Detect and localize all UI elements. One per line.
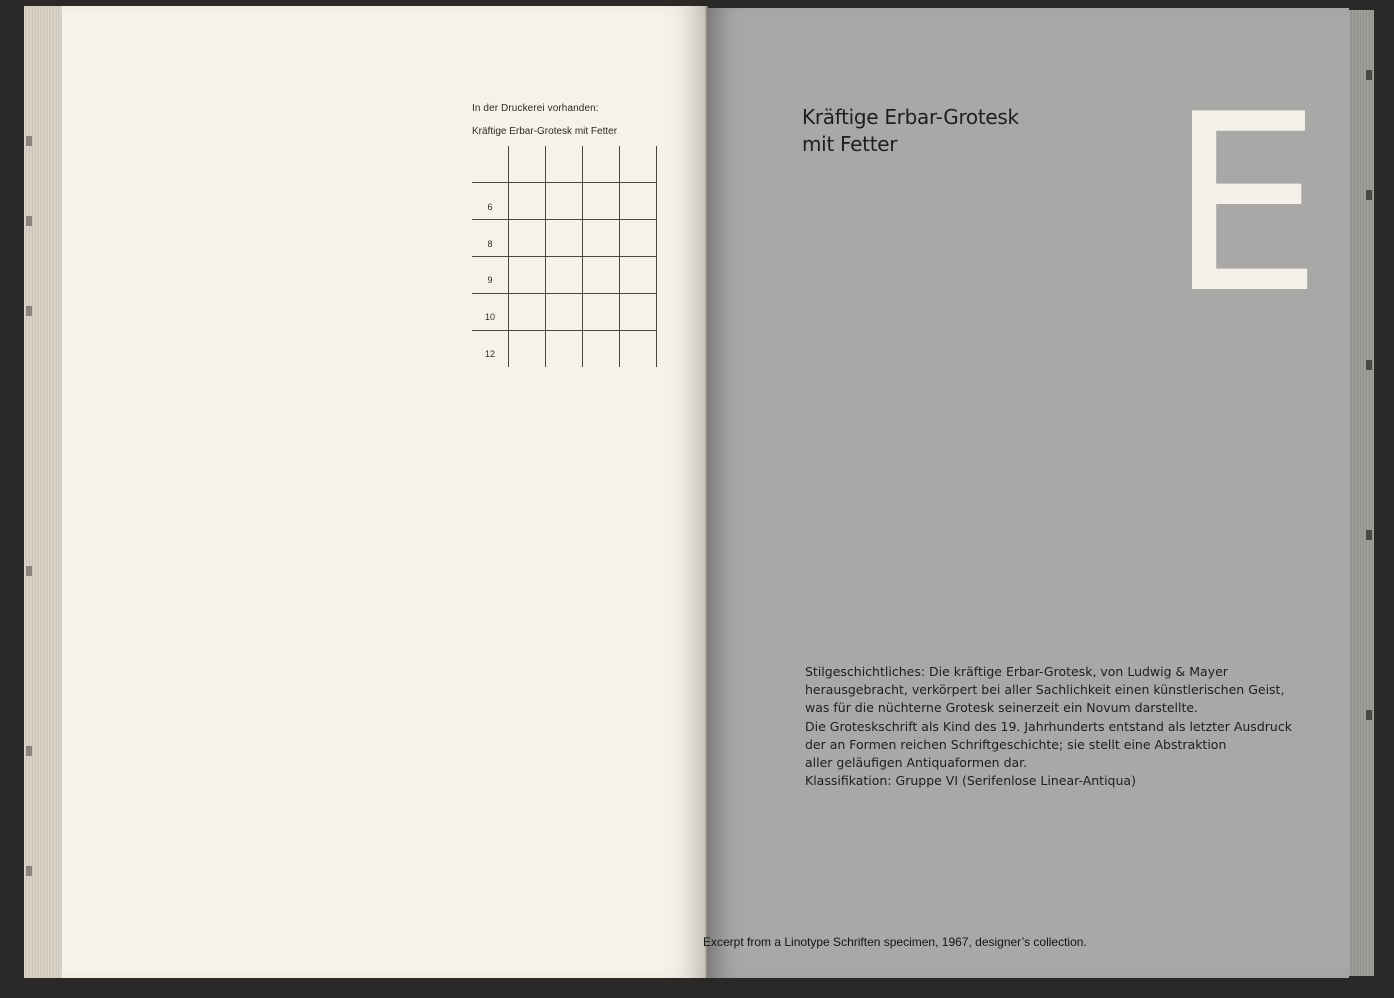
font-title-line: Kräftige Erbar-Grotesk — [802, 105, 1019, 129]
font-title — [802, 104, 1019, 158]
size-cell: 6 — [487, 202, 493, 212]
font-title-line: mit Fetter — [802, 132, 898, 156]
specimen-letter: E — [1168, 62, 1323, 347]
description-line: Die Groteskschrift als Kind des 19. Jahrhunderts entstand als letzter Ausdruck — [805, 718, 1292, 734]
size-cell: 8 — [487, 239, 493, 249]
table-row-rule — [472, 219, 656, 220]
thumb-index-mark — [1366, 360, 1372, 370]
size-cell: 12 — [484, 349, 495, 359]
thumb-index-mark — [1366, 530, 1372, 540]
description-line: aller geläufigen Antiquaformen dar. — [805, 755, 1028, 771]
thumb-index-mark — [1366, 70, 1372, 80]
description-line: Klassifikation: Gruppe VI (Serifenlose Linear-Antiqua) — [805, 773, 1136, 789]
left-page — [62, 6, 706, 978]
description-line: herausgebracht, verkörpert bei aller Sachlichkeit einen künstlerischen Geist, — [805, 682, 1285, 698]
description-line: Stilgeschichtliches: Die kräftige Erbar-Grotesk, von Ludwig & Mayer — [805, 664, 1228, 679]
size-inventory-table — [472, 146, 656, 367]
thumb-index-mark — [1366, 710, 1372, 720]
size-cell: 9 — [487, 275, 493, 285]
table-row-rule — [472, 293, 656, 294]
size-cell: 10 — [484, 312, 495, 322]
left-page-edges — [24, 6, 63, 978]
thumb-index-mark — [26, 746, 32, 756]
style-history-text — [805, 663, 1292, 790]
open-book — [24, 6, 1374, 978]
thumb-index-mark — [26, 136, 32, 146]
thumb-index-mark — [26, 566, 32, 576]
description-line: was für die nüchterne Grotesk seinerzeit ein Novum darstellte. — [805, 700, 1199, 716]
right-page-edges — [1349, 10, 1374, 976]
inventory-label: In der Druckerei vorhanden: — [472, 103, 599, 114]
table-row-rule — [472, 256, 656, 257]
table-row-rule — [472, 330, 656, 331]
table-column-rule — [656, 146, 657, 367]
table-row-rule — [472, 182, 656, 183]
thumb-index-mark — [1366, 190, 1372, 200]
inventory-font-name: Kräftige Erbar-Grotesk mit Fetter — [472, 126, 618, 137]
thumb-index-mark — [26, 216, 32, 226]
thumb-index-mark — [26, 306, 32, 316]
description-line: der an Formen reichen Schriftgeschichte; sie stellt eine Abstraktion — [805, 736, 1227, 752]
image-caption: Excerpt from a Linotype Schriften specimen, 1967, designer’s collection. — [703, 935, 1087, 949]
thumb-index-mark — [26, 866, 32, 876]
right-page — [707, 8, 1349, 978]
